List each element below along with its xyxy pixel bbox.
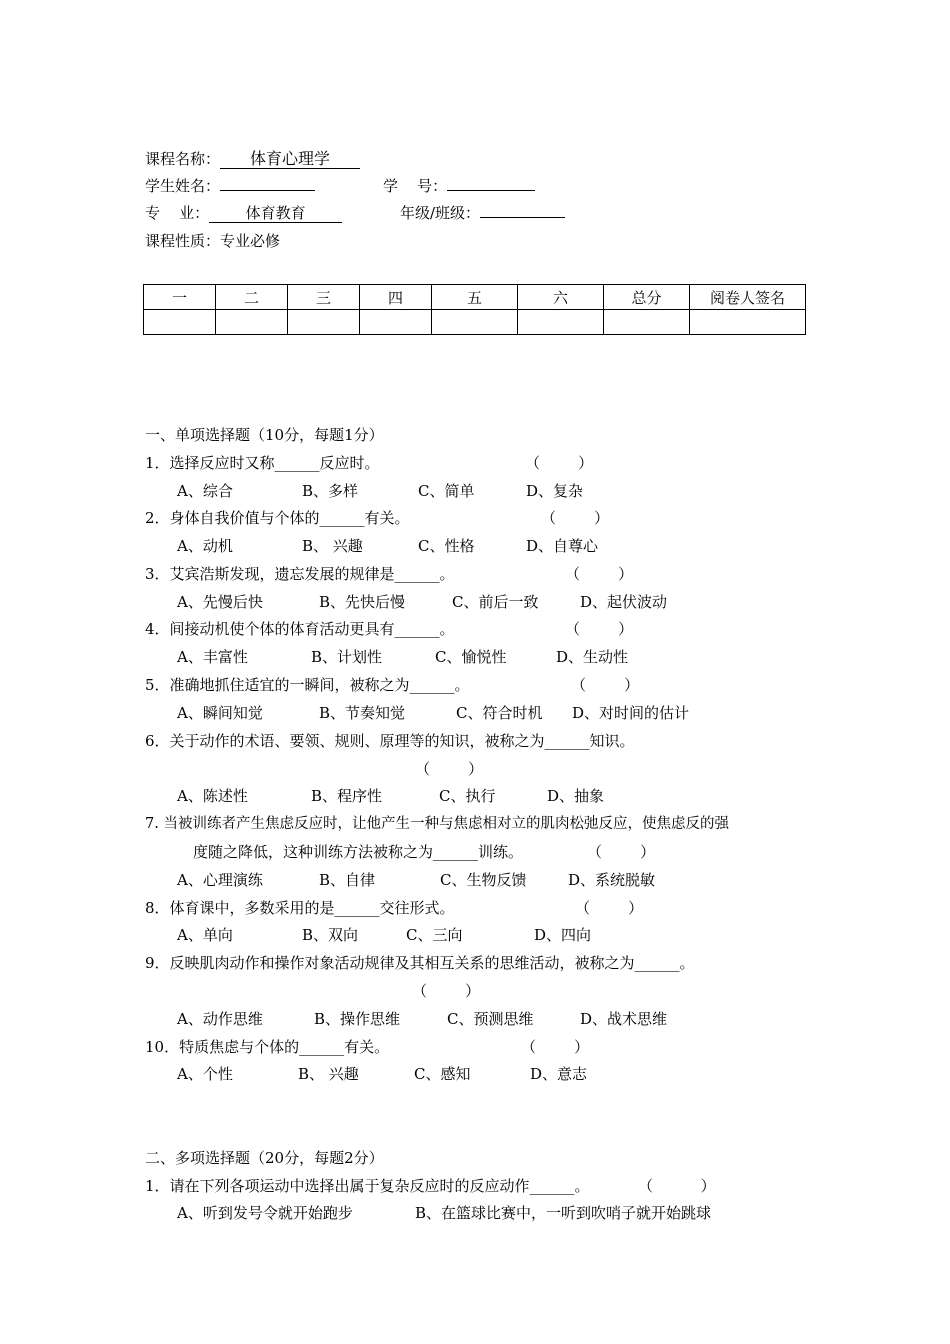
q8-options	[177, 925, 591, 945]
option: B、双向	[302, 926, 359, 944]
option: C、预测思维	[447, 1010, 534, 1028]
q5-stem: 5．准确地抓住适宜的一瞬间，被称之为______。	[145, 676, 470, 694]
option: D、复杂	[526, 482, 584, 500]
grade-class-field[interactable]	[480, 217, 565, 218]
q3-options	[177, 592, 667, 612]
q7-options	[177, 870, 655, 890]
q10-stem: 10．特质焦虑与个体的______有关。	[145, 1038, 390, 1056]
option: D、意志	[530, 1065, 588, 1083]
q1-answer-paren[interactable]: （ ）	[525, 454, 594, 472]
score-header-1: 一	[144, 285, 216, 310]
option: C、前后一致	[452, 593, 539, 611]
option: C、执行	[439, 787, 496, 805]
s2-q1-options	[177, 1203, 711, 1223]
score-cell-2[interactable]	[216, 310, 288, 335]
s2-q1-stem: 1．请在下列各项运动中选择出属于复杂反应时的反应动作______。	[145, 1177, 590, 1195]
score-cell-1[interactable]	[144, 310, 216, 335]
score-table-header-row	[144, 285, 806, 310]
option: B、在篮球比赛中，一听到吹哨子就开始跳球	[415, 1204, 712, 1222]
option: D、起伏波动	[580, 593, 668, 611]
q3-answer-paren[interactable]: （ ）	[565, 565, 634, 583]
major-row	[145, 203, 342, 223]
score-header-2: 二	[216, 285, 288, 310]
option: C、生物反馈	[440, 871, 527, 889]
option: A、瞬间知觉	[177, 704, 263, 722]
course-name-value: 体育心理学	[220, 150, 360, 169]
q4-options	[177, 647, 628, 667]
option: A、动机	[177, 537, 233, 555]
option: B、自律	[319, 871, 376, 889]
q6-options	[177, 786, 604, 806]
option: C、三向	[406, 926, 463, 944]
option: A、陈述性	[177, 787, 248, 805]
option: B、先快后慢	[319, 593, 406, 611]
option: D、抽象	[547, 787, 605, 805]
course-nature: 课程性质：专业必修	[145, 232, 281, 250]
grade-class-label: 年级/班级：	[400, 204, 481, 222]
option: D、战术思维	[580, 1010, 668, 1028]
option: B、节奏知觉	[319, 704, 406, 722]
option: C、愉悦性	[435, 648, 507, 666]
student-id-row	[383, 176, 535, 196]
section1-title: 一、单项选择题（10分，每题1分）	[145, 426, 384, 444]
section2-title: 二、多项选择题（20分，每题2分）	[145, 1149, 384, 1167]
score-header-grader: 阅卷人签名	[690, 285, 806, 310]
q3-stem: 3．艾宾浩斯发现，遗忘发展的规律是______。	[145, 565, 455, 583]
q4-answer-paren[interactable]: （ ）	[565, 620, 634, 638]
q9-stem: 9．反映肌肉动作和操作对象活动规律及其相互关系的思维活动，被称之为______。	[145, 954, 695, 972]
option: B、 兴趣	[302, 537, 363, 555]
grade-class-row	[400, 203, 565, 223]
option: D、对时间的估计	[572, 704, 690, 722]
q8-stem: 8．体育课中，多数采用的是______交往形式。	[145, 899, 455, 917]
q9-answer-paren[interactable]: （ ）	[412, 982, 481, 1000]
score-cell-3[interactable]	[288, 310, 360, 335]
score-header-4: 四	[360, 285, 432, 310]
score-cell-total[interactable]	[604, 310, 690, 335]
q7-answer-paren[interactable]: （ ）	[587, 843, 656, 861]
q2-options	[177, 536, 598, 556]
q2-stem: 2．身体自我价值与个体的______有关。	[145, 509, 410, 527]
option: D、四向	[534, 926, 592, 944]
option: B、操作思维	[314, 1010, 401, 1028]
q1-options	[177, 481, 583, 501]
student-id-label: 学 号：	[383, 177, 448, 195]
course-name-label: 课程名称：	[145, 150, 221, 168]
score-cell-5[interactable]	[432, 310, 518, 335]
student-id-field[interactable]	[447, 190, 535, 191]
score-table-value-row	[144, 310, 806, 335]
option: A、个性	[177, 1065, 233, 1083]
q8-answer-paren[interactable]: （ ）	[575, 899, 644, 917]
student-name-label: 学生姓名：	[145, 177, 221, 195]
option: D、自尊心	[526, 537, 599, 555]
q10-answer-paren[interactable]: （ ）	[521, 1038, 590, 1056]
option: D、生动性	[556, 648, 629, 666]
score-header-6: 六	[518, 285, 604, 310]
q6-answer-paren[interactable]: （ ）	[415, 760, 484, 778]
student-name-row	[145, 176, 315, 196]
option: C、性格	[418, 537, 475, 555]
score-header-3: 三	[288, 285, 360, 310]
q1-stem: 1．选择反应时又称______反应时。	[145, 454, 380, 472]
q2-answer-paren[interactable]: （ ）	[541, 509, 610, 527]
option: A、听到发号令就开始跑步	[177, 1204, 353, 1222]
major-value: 体育教育	[209, 204, 342, 223]
option: A、丰富性	[177, 648, 248, 666]
option: A、动作思维	[177, 1010, 263, 1028]
score-cell-6[interactable]	[518, 310, 604, 335]
option: B、程序性	[311, 787, 383, 805]
student-name-field[interactable]	[220, 190, 315, 191]
option: B、多样	[302, 482, 359, 500]
option: B、计划性	[311, 648, 383, 666]
score-header-5: 五	[432, 285, 518, 310]
option: C、简单	[418, 482, 475, 500]
score-cell-4[interactable]	[360, 310, 432, 335]
q4-stem: 4．间接动机使个体的体育活动更具有______。	[145, 620, 455, 638]
q9-options	[177, 1009, 667, 1029]
q5-options	[177, 703, 689, 723]
q5-answer-paren[interactable]: （ ）	[571, 676, 640, 694]
option: A、心理演练	[177, 871, 263, 889]
score-header-total: 总分	[604, 285, 690, 310]
course-name-row	[145, 149, 360, 169]
major-label: 专 业：	[145, 204, 210, 222]
q7-stem: 7. 当被训练者产生焦虑反应时，让他产生一种与焦虑相对立的肌肉松弛反应，使焦虑反的强	[145, 816, 729, 832]
option: D、系统脱敏	[568, 871, 656, 889]
option: C、符合时机	[456, 704, 543, 722]
s2-q1-answer-paren[interactable]: （ ）	[638, 1177, 716, 1195]
q7-stem-continued: 度随之降低，这种训练方法被称之为______训练。	[193, 843, 524, 861]
option: A、先慢后快	[177, 593, 263, 611]
score-table	[143, 284, 806, 335]
option: A、综合	[177, 482, 233, 500]
score-cell-grader[interactable]	[690, 310, 806, 335]
option: C、感知	[414, 1065, 471, 1083]
q6-stem: 6．关于动作的术语、要领、规则、原理等的知识，被称之为______知识。	[145, 732, 635, 750]
option: B、 兴趣	[298, 1065, 359, 1083]
q10-options	[177, 1064, 587, 1084]
option: A、单向	[177, 926, 233, 944]
